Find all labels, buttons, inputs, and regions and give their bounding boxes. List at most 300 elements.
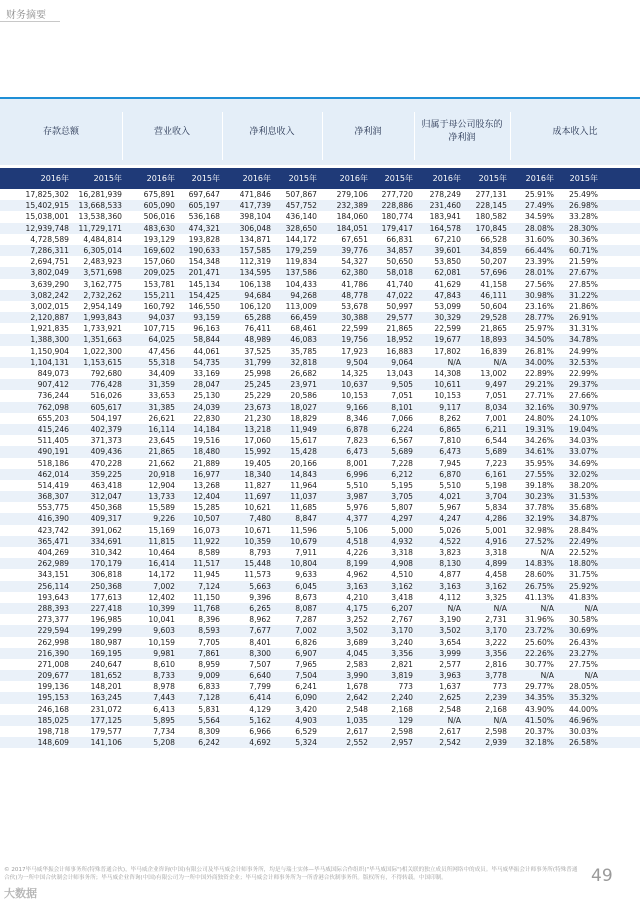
- table-cell: 66.44%: [525, 245, 554, 255]
- table-cell: 8,001: [346, 458, 368, 468]
- table-cell: 24,039: [193, 402, 220, 412]
- table-cell: 26.43%: [569, 637, 598, 647]
- table-cell: 8,034: [485, 402, 507, 412]
- table-cell: 27.71%: [525, 391, 554, 401]
- table-cell: 5,895: [153, 715, 175, 725]
- section-tag-rule: [0, 21, 60, 22]
- table-cell: 4,522: [439, 536, 461, 546]
- table-cell: 463,418: [90, 480, 122, 490]
- table-cell: 3,502: [346, 626, 368, 636]
- table-cell: 470,228: [90, 458, 122, 468]
- table-cell: 7,480: [249, 514, 271, 524]
- table-cell: 5,195: [391, 480, 413, 490]
- table-cell: 53,099: [434, 301, 461, 311]
- table-cell: 164,578: [429, 223, 461, 233]
- year-header: 2016年: [432, 174, 461, 183]
- table-cell: 25,245: [244, 380, 271, 390]
- table-cell: 209,677: [37, 671, 69, 681]
- table-cell: 10,464: [148, 548, 175, 557]
- table-cell: 34,859: [480, 245, 507, 255]
- table-cell: 10,611: [434, 380, 461, 390]
- table-row: [0, 290, 640, 301]
- table-row: [0, 558, 640, 569]
- table-cell: 24.80%: [525, 413, 554, 423]
- table-cell: 30,329: [434, 313, 461, 323]
- table-cell: 32,818: [290, 357, 317, 367]
- table-cell: 849,073: [37, 369, 69, 378]
- table-cell: 2,120,887: [30, 313, 69, 323]
- table-cell: 39,601: [434, 245, 461, 255]
- table-cell: 35,785: [290, 346, 317, 356]
- table-cell: 113,009: [285, 301, 317, 311]
- table-cell: 228,145: [475, 201, 507, 211]
- table-cell: N/A: [540, 603, 554, 613]
- table-cell: 28.01%: [525, 268, 554, 278]
- table-cell: 3,318: [391, 548, 413, 557]
- table-cell: 4,728,589: [30, 234, 69, 244]
- table-cell: 193,643: [37, 592, 69, 602]
- table-cell: 8,978: [153, 682, 175, 692]
- table-cell: 8,959: [198, 659, 220, 669]
- table-cell: 25.60%: [525, 637, 554, 647]
- table-cell: 15,285: [193, 503, 220, 513]
- table-cell: 11,729,171: [78, 223, 122, 233]
- table-cell: 30,388: [341, 313, 368, 323]
- table-cell: 3,987: [346, 492, 368, 502]
- table-cell: 2,239: [485, 693, 507, 703]
- table-cell: N/A: [493, 357, 507, 367]
- table-cell: 1,678: [346, 682, 368, 692]
- table-cell: 4,916: [485, 536, 507, 546]
- table-cell: 9,166: [346, 402, 368, 412]
- table-cell: 15,617: [290, 436, 317, 446]
- table-cell: 436,140: [285, 212, 317, 222]
- table-cell: 23.27%: [569, 648, 598, 658]
- table-cell: 9,009: [198, 671, 220, 681]
- table-cell: 5,162: [249, 715, 271, 725]
- table-cell: 9,396: [249, 592, 271, 602]
- table-cell: 8,262: [439, 413, 461, 423]
- table-cell: 157,585: [239, 245, 271, 255]
- table-cell: 483,630: [143, 223, 175, 233]
- table-cell: 30.36%: [569, 234, 598, 244]
- table-cell: 38.20%: [569, 480, 598, 490]
- table-cell: 675,891: [143, 190, 175, 199]
- header-net-interest-income-label: 净利息收入: [249, 126, 295, 137]
- table-cell: 605,617: [90, 402, 122, 412]
- table-cell: 3,778: [485, 671, 507, 681]
- table-cell: 2,542: [439, 738, 461, 748]
- table-cell: 34.35%: [525, 693, 554, 703]
- year-header: 2015年: [288, 174, 317, 183]
- table-cell: 1,921,835: [30, 324, 69, 334]
- table-cell: 9,633: [295, 570, 317, 580]
- table-cell: 55,318: [148, 357, 175, 367]
- table-cell: N/A: [447, 715, 461, 725]
- table-cell: 3,705: [391, 492, 413, 502]
- table-cell: 7,799: [249, 682, 271, 692]
- table-cell: 94,037: [148, 313, 175, 323]
- table-cell: 6,544: [485, 436, 507, 446]
- table-cell: 13,268: [193, 480, 220, 490]
- table-cell: 94,684: [244, 290, 271, 300]
- table-cell: 65,288: [244, 313, 271, 323]
- table-cell: 10,679: [290, 536, 317, 546]
- table-cell: 8,309: [198, 727, 220, 736]
- table-cell: 6,413: [153, 704, 175, 714]
- table-cell: 48,778: [341, 290, 368, 300]
- header-net-profit-label: 净利润: [354, 126, 382, 137]
- table-cell: 170,845: [475, 223, 507, 233]
- table-cell: 3,190: [439, 615, 461, 625]
- table-cell: 29.21%: [525, 380, 554, 390]
- table-cell: 3,639,290: [30, 279, 69, 289]
- table-cell: 2,617: [439, 727, 461, 736]
- table-cell: 34.69%: [569, 458, 598, 468]
- table-cell: 1,035: [346, 715, 368, 725]
- table-cell: 21.86%: [569, 301, 598, 311]
- table-cell: 21,865: [480, 324, 507, 334]
- table-cell: 18,027: [290, 402, 317, 412]
- table-cell: 3,819: [391, 671, 413, 681]
- table-cell: 13,002: [480, 369, 507, 378]
- table-row: [0, 200, 640, 211]
- table-cell: 196,985: [90, 615, 122, 625]
- table-row: [0, 480, 640, 491]
- table-cell: 5,976: [346, 503, 368, 513]
- table-cell: 11,517: [193, 559, 220, 569]
- table-cell: 180,987: [90, 637, 122, 647]
- table-cell: 7,507: [249, 659, 271, 669]
- table-cell: 246,168: [37, 704, 69, 714]
- table-row: [0, 458, 640, 469]
- table-row: [0, 323, 640, 334]
- watermark-logo: 大数据: [4, 887, 37, 900]
- table-cell: 37,525: [244, 346, 271, 356]
- table-cell: 5,663: [249, 581, 271, 591]
- table-cell: 6,211: [485, 424, 507, 434]
- table-cell: 5,208: [153, 738, 175, 748]
- table-cell: 2,598: [485, 727, 507, 736]
- table-cell: 33,653: [148, 391, 175, 401]
- table-cell: 10,041: [148, 615, 175, 625]
- table-cell: 12,402: [148, 592, 175, 602]
- table-cell: 4,112: [439, 592, 461, 602]
- table-cell: 31,359: [148, 380, 175, 390]
- footnote: © 2017毕马威华振会计师事务所(特殊普通合伙)，毕马威企业咨询(中国)有限公司及毕马威会计师事务所，均是与瑞士实体—毕马威国际合作组织("毕马威国际")相关联的独立成员所网络中的成员。毕马威华振会计师事务所(特殊普通合伙)为一所中国合伙制会计师事务所；毕马威企业咨询(中国)有限公司为一所中国外商独资企业；毕马威会计师事务所为一所香港合伙制事务所。版权所有，不得转载。中国印制。: [4, 867, 578, 881]
- table-cell: 67,651: [341, 234, 368, 244]
- table-cell: 228,886: [381, 201, 413, 211]
- table-cell: 31,385: [148, 402, 175, 412]
- table-cell: 30.98%: [525, 290, 554, 300]
- table-cell: 4,962: [346, 570, 368, 580]
- table-cell: 8,673: [295, 592, 317, 602]
- table-row: [0, 379, 640, 390]
- table-cell: 4,877: [439, 570, 461, 580]
- table-cell: 190,633: [188, 245, 220, 255]
- table-cell: 3,999: [439, 648, 461, 658]
- table-cell: 15,038,001: [25, 212, 69, 222]
- table-cell: 31,799: [244, 357, 271, 367]
- year-header: 2016年: [40, 174, 69, 183]
- table-cell: 8,847: [295, 514, 317, 524]
- table-cell: 195,153: [37, 693, 69, 703]
- table-cell: 134,871: [239, 234, 271, 244]
- table-cell: 184,060: [336, 212, 368, 222]
- table-cell: 229,594: [37, 626, 69, 636]
- table-cell: 6,826: [295, 637, 317, 647]
- table-cell: 3,654: [439, 637, 461, 647]
- table-row: [0, 435, 640, 446]
- table-cell: 697,647: [188, 190, 220, 199]
- table-cell: 25.91%: [525, 190, 554, 199]
- table-cell: 34.61%: [525, 447, 554, 457]
- year-header: 2016年: [146, 174, 175, 183]
- table-cell: 33.07%: [569, 447, 598, 457]
- table-cell: 6,640: [249, 671, 271, 681]
- table-cell: 25,130: [193, 391, 220, 401]
- table-cell: 506,016: [143, 212, 175, 222]
- table-cell: 33,169: [193, 369, 220, 378]
- table-cell: 119,834: [285, 257, 317, 267]
- header-net-profit-parent: [414, 99, 510, 165]
- table-cell: 31.31%: [569, 324, 598, 334]
- table-cell: 6,473: [346, 447, 368, 457]
- table-cell: 16,839: [480, 346, 507, 356]
- table-cell: 5,689: [391, 447, 413, 457]
- header-net-profit: [322, 99, 414, 165]
- table-cell: 27.55%: [525, 469, 554, 479]
- table-cell: 57,696: [480, 268, 507, 278]
- table-cell: 450,368: [90, 503, 122, 513]
- table-cell: 32.53%: [569, 357, 598, 367]
- table-cell: 106,120: [239, 301, 271, 311]
- table-cell: 50,650: [386, 257, 413, 267]
- table-cell: 46,111: [480, 290, 507, 300]
- table-cell: 30.23%: [525, 492, 554, 502]
- table-cell: 3,082,242: [30, 290, 69, 300]
- table-cell: 50,997: [386, 301, 413, 311]
- table-cell: 328,650: [285, 223, 317, 233]
- year-header: 2015年: [93, 174, 122, 183]
- table-cell: 3,963: [439, 671, 461, 681]
- table-cell: 2,694,751: [30, 257, 69, 267]
- table-cell: 46,083: [290, 335, 317, 345]
- table-cell: 48,989: [244, 335, 271, 345]
- table-cell: 41,158: [480, 279, 507, 289]
- table-cell: 29,528: [480, 313, 507, 323]
- table-cell: 8,087: [295, 603, 317, 613]
- table-cell: 183,941: [429, 212, 461, 222]
- table-cell: 391,062: [90, 525, 122, 535]
- table-cell: 23,645: [148, 436, 175, 446]
- table-cell: 22.49%: [569, 536, 598, 546]
- table-cell: 359,225: [90, 469, 122, 479]
- table-cell: 27.52%: [525, 536, 554, 546]
- table-cell: 2,939: [485, 738, 507, 748]
- table-cell: 8,401: [249, 637, 271, 647]
- table-cell: 7,287: [295, 615, 317, 625]
- table-cell: 184,051: [336, 223, 368, 233]
- table-cell: 129: [398, 715, 413, 725]
- table-cell: 262,989: [37, 559, 69, 569]
- table-cell: 11,596: [290, 525, 317, 535]
- table-cell: 26.98%: [569, 201, 598, 211]
- table-cell: 398,104: [239, 212, 271, 222]
- table-row: [0, 301, 640, 312]
- table-cell: 58,844: [193, 335, 220, 345]
- table-cell: 18,829: [290, 413, 317, 423]
- table-cell: 17,060: [244, 436, 271, 446]
- table-cell: 1,637: [439, 682, 461, 692]
- table-cell: 250,368: [90, 581, 122, 591]
- table-cell: 4,903: [295, 715, 317, 725]
- table-cell: 4,045: [346, 648, 368, 658]
- table-cell: 30.03%: [569, 727, 598, 736]
- table-cell: 21,662: [148, 458, 175, 468]
- table-cell: 16,414: [148, 559, 175, 569]
- table-cell: 67,210: [434, 234, 461, 244]
- table-row: [0, 592, 640, 603]
- table-cell: 6,212: [391, 469, 413, 479]
- header-deposits-label: 存款总额: [42, 126, 79, 137]
- table-cell: 404,269: [37, 548, 69, 557]
- table-cell: 2,731: [485, 615, 507, 625]
- table-cell: 27.49%: [525, 201, 554, 211]
- table-cell: 29.77%: [525, 682, 554, 692]
- table-row: [0, 614, 640, 625]
- table-cell: 12,904: [148, 480, 175, 490]
- table-cell: 8,130: [439, 559, 461, 569]
- table-cell: 193,828: [188, 234, 220, 244]
- table-cell: 1,022,300: [83, 346, 122, 356]
- table-cell: 9,226: [153, 514, 175, 524]
- table-row: [0, 603, 640, 614]
- table-cell: 32.19%: [525, 514, 554, 524]
- table-cell: 33.28%: [569, 212, 598, 222]
- table-cell: 26.91%: [569, 313, 598, 323]
- table-cell: 8,610: [153, 659, 175, 669]
- table-cell: 2,168: [391, 704, 413, 714]
- table-row: [0, 346, 640, 357]
- table-cell: N/A: [447, 357, 461, 367]
- table-cell: 288,393: [37, 603, 69, 613]
- table-cell: 232,389: [336, 201, 368, 211]
- table-cell: 4,129: [249, 704, 271, 714]
- table-cell: 11,964: [290, 480, 317, 490]
- table-cell: 7,002: [153, 581, 175, 591]
- table-cell: 76,411: [244, 324, 271, 334]
- table-cell: 39,776: [341, 245, 368, 255]
- table-cell: 271,008: [37, 659, 69, 669]
- table-row: [0, 513, 640, 524]
- table-cell: 46.96%: [569, 715, 598, 725]
- table-cell: 231,460: [429, 201, 461, 211]
- table-cell: 41.83%: [569, 592, 598, 602]
- table-row: [0, 659, 640, 670]
- table-row: [0, 402, 640, 413]
- table-row: [0, 726, 640, 737]
- table-cell: 68,461: [290, 324, 317, 334]
- table-cell: 15,428: [290, 447, 317, 457]
- table-cell: 41,740: [386, 279, 413, 289]
- table-cell: 792,680: [90, 369, 122, 378]
- table-cell: 2,548: [439, 704, 461, 714]
- table-cell: 32.16%: [525, 402, 554, 412]
- table-cell: 34.59%: [525, 212, 554, 222]
- table-cell: 11,768: [193, 603, 220, 613]
- table-cell: 22,599: [434, 324, 461, 334]
- table-row: [0, 234, 640, 245]
- table-cell: 16,977: [193, 469, 220, 479]
- table-cell: 22.99%: [569, 369, 598, 378]
- table-cell: 180,774: [381, 212, 413, 222]
- table-cell: 93,159: [193, 313, 220, 323]
- table-cell: 3,325: [485, 592, 507, 602]
- table-cell: 209,025: [143, 268, 175, 278]
- table-cell: 2,577: [439, 659, 461, 669]
- table-cell: 409,436: [90, 447, 122, 457]
- table-cell: 2,957: [391, 738, 413, 748]
- table-cell: 605,090: [143, 201, 175, 211]
- table-cell: 3,704: [485, 492, 507, 502]
- table-cell: 2,617: [346, 727, 368, 736]
- table-cell: 66,459: [290, 313, 317, 323]
- table-cell: 53,850: [434, 257, 461, 267]
- table-cell: 13,043: [386, 369, 413, 378]
- table-cell: 37.78%: [525, 503, 554, 513]
- table-cell: 6,907: [295, 648, 317, 658]
- table-cell: 279,106: [336, 190, 368, 199]
- table-cell: 23,971: [290, 380, 317, 390]
- table-cell: 3,002,015: [30, 301, 69, 311]
- table-row: [0, 446, 640, 457]
- table-row: [0, 491, 640, 502]
- table-row: [0, 737, 640, 748]
- table-cell: 163,245: [90, 693, 122, 703]
- table-cell: 50,207: [480, 257, 507, 267]
- table-cell: 3,240: [391, 637, 413, 647]
- table-cell: 231,072: [90, 704, 122, 714]
- table-cell: 66,528: [480, 234, 507, 244]
- table-cell: 5,564: [198, 715, 220, 725]
- table-cell: 14,843: [290, 469, 317, 479]
- table-cell: 343,151: [37, 570, 69, 580]
- table-cell: 365,471: [37, 536, 69, 546]
- table-cell: 5,106: [346, 525, 368, 535]
- table-cell: 1,388,300: [30, 335, 69, 345]
- table-cell: 21,865: [386, 324, 413, 334]
- table-cell: 19,516: [193, 436, 220, 446]
- table-cell: 18.80%: [569, 559, 598, 569]
- table-cell: 177,613: [90, 592, 122, 602]
- table-cell: 17,923: [341, 346, 368, 356]
- table-cell: 11,697: [244, 492, 271, 502]
- table-cell: 312,047: [90, 492, 122, 502]
- table-cell: 273,377: [37, 615, 69, 625]
- table-cell: 179,577: [90, 727, 122, 736]
- table-cell: 7,705: [198, 637, 220, 647]
- table-cell: 2,954,149: [83, 301, 122, 311]
- table-cell: 3,502: [439, 626, 461, 636]
- year-header: 2015年: [478, 174, 507, 183]
- table-cell: 21,230: [244, 413, 271, 423]
- table-cell: 278,249: [429, 190, 461, 199]
- table-cell: 9,117: [439, 402, 461, 412]
- table-cell: 423,742: [37, 525, 69, 535]
- table-cell: 4,226: [346, 548, 368, 557]
- table-cell: 6,265: [249, 603, 271, 613]
